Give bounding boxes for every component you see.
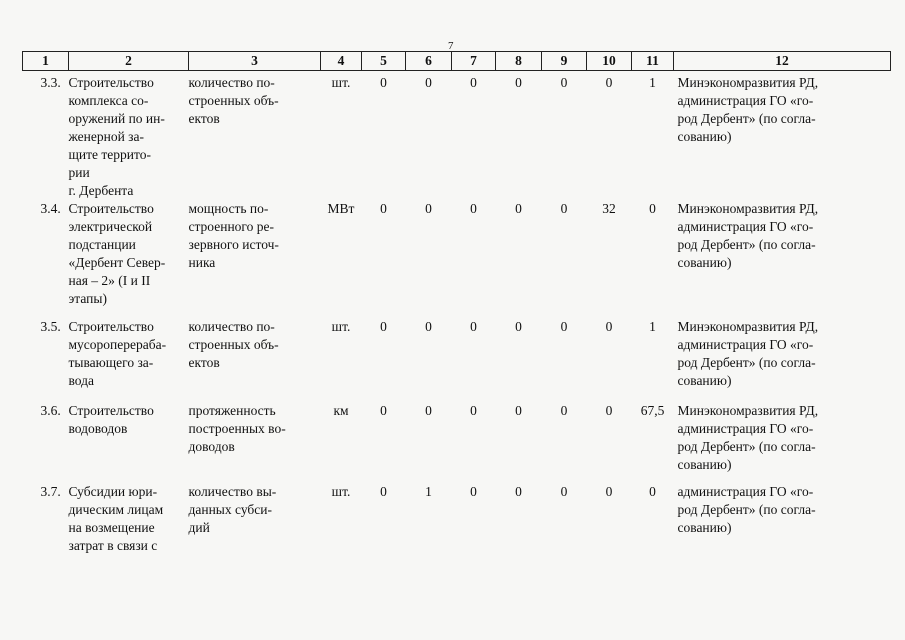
column-header-4: 4 (321, 52, 362, 71)
row-index: 3.4. (40, 201, 61, 216)
row-responsible: Минэкономразвития РД, администрация ГО «го- род Дербент» (по согла- сованию) (677, 75, 819, 144)
row-value: 0 (425, 319, 432, 334)
row-value: 0 (425, 201, 432, 216)
row-value: 0 (649, 484, 656, 499)
row-value: 0 (470, 201, 477, 216)
row-value: 1 (649, 75, 656, 90)
row-index: 3.5. (40, 319, 61, 334)
row-value: 0 (380, 75, 387, 90)
row-value: 0 (560, 484, 568, 499)
row-value: 0 (515, 319, 522, 334)
row-unit: км (333, 403, 349, 418)
row-index: 3.7. (40, 484, 61, 499)
row-value: 0 (380, 319, 387, 334)
table-row (23, 200, 891, 318)
row-indicator: протяженность построенных во- доводов (188, 403, 286, 454)
table-row (23, 402, 891, 483)
table-row (23, 71, 891, 201)
row-value: 0 (515, 403, 522, 418)
column-header-10: 10 (587, 52, 632, 71)
column-header-11: 11 (632, 52, 674, 71)
row-index: 3.3. (40, 75, 61, 90)
row-value: 0 (560, 403, 568, 418)
table-row (23, 483, 891, 573)
column-header-12: 12 (674, 52, 891, 71)
row-name: Строительство комплекса со- оружений по ин- женерной за- щите террито- рии г. Дербента (68, 75, 165, 198)
row-value: 0 (470, 484, 477, 499)
column-header-1: 1 (23, 52, 69, 71)
page-number: 7 (448, 40, 454, 52)
row-indicator: мощность по- строенного ре- зервного источ- ника (188, 201, 279, 270)
program-indicators-table (22, 51, 891, 573)
header-row (23, 52, 891, 71)
row-indicator: количество по- строенных объ- ектов (188, 75, 279, 126)
row-responsible: Минэкономразвития РД, администрация ГО «го- род Дербент» (по согла- сованию) (677, 201, 819, 270)
row-responsible: Минэкономразвития РД, администрация ГО «го- род Дербент» (по согла- сованию) (677, 403, 819, 472)
row-value: 0 (470, 75, 477, 90)
row-value: 0 (380, 484, 387, 499)
row-value: 0 (649, 201, 656, 216)
row-name: Строительство мусороперераба- тывающего за- вода (68, 319, 167, 388)
row-value: 0 (605, 319, 613, 334)
row-name: Строительство водоводов (68, 403, 154, 436)
row-value: 67,5 (640, 403, 665, 418)
row-value: 0 (380, 201, 387, 216)
row-value: 32 (602, 201, 616, 216)
row-unit: шт. (331, 319, 351, 334)
row-value: 1 (649, 319, 656, 334)
row-value: 0 (605, 75, 613, 90)
row-value: 0 (425, 75, 432, 90)
row-value: 0 (470, 403, 477, 418)
row-unit: шт. (331, 484, 351, 499)
row-value: 0 (560, 201, 568, 216)
column-header-9: 9 (542, 52, 587, 71)
row-value: 0 (560, 319, 568, 334)
table-row (23, 318, 891, 402)
row-name: Строительство электрической подстанции «Дербент Север- ная – 2» (I и II этапы) (68, 201, 166, 306)
row-value: 0 (470, 319, 477, 334)
row-value: 0 (515, 201, 522, 216)
row-value: 0 (515, 75, 522, 90)
row-value: 0 (560, 75, 568, 90)
column-header-2: 2 (69, 52, 189, 71)
row-value: 0 (605, 484, 613, 499)
row-index: 3.6. (40, 403, 61, 418)
row-value: 1 (425, 484, 432, 499)
row-value: 0 (425, 403, 432, 418)
column-header-5: 5 (362, 52, 406, 71)
row-indicator: количество по- строенных объ- ектов (188, 319, 279, 370)
row-responsible: Минэкономразвития РД, администрация ГО «го- род Дербент» (по согла- сованию) (677, 319, 819, 388)
column-header-8: 8 (496, 52, 542, 71)
row-value: 0 (515, 484, 522, 499)
row-unit: МВт (327, 201, 355, 216)
column-header-6: 6 (406, 52, 452, 71)
row-responsible: администрация ГО «го- род Дербент» (по согла- сованию) (677, 484, 816, 535)
row-value: 0 (380, 403, 387, 418)
row-value: 0 (605, 403, 613, 418)
row-name: Субсидии юри- дическим лицам на возмещение затрат в связи с (68, 484, 164, 553)
row-indicator: количество вы- данных субси- дий (188, 484, 277, 535)
column-header-7: 7 (452, 52, 496, 71)
row-unit: шт. (331, 75, 351, 90)
column-header-3: 3 (189, 52, 321, 71)
